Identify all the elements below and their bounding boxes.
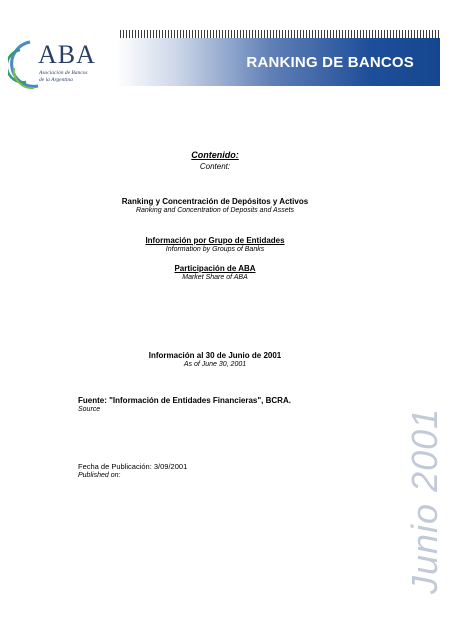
item-2-subtitle: Information by Groups of Banks bbox=[165, 246, 265, 253]
item-1-subtitle: Ranking and Concentration of Deposits and Assets bbox=[135, 207, 295, 214]
item-2-title: Información por Grupo de Entidades bbox=[145, 236, 285, 245]
header-stripe bbox=[120, 30, 440, 38]
page-title: RANKING DE BANCOS bbox=[246, 54, 414, 71]
item-3-subtitle: Market Share of ABA bbox=[182, 274, 248, 281]
publication-date: Fecha de Publicación: 3/09/2001 bbox=[78, 462, 188, 471]
logo-subtitle: Asociación de Bancos de la Argentina bbox=[39, 70, 88, 83]
publication-date-en: Published on: bbox=[78, 472, 121, 479]
contents-heading: Contenido: bbox=[191, 150, 239, 160]
watermark-date: Junio 2001 bbox=[404, 407, 445, 594]
info-date: Información al 30 de Junio de 2001 bbox=[148, 351, 282, 360]
source-label-en: Source bbox=[78, 406, 101, 413]
item-1-title: Ranking y Concentración de Depósitos y Activos bbox=[121, 197, 309, 206]
contents-heading-en: Content: bbox=[199, 162, 231, 171]
item-3-title: Participación de ABA bbox=[174, 264, 256, 273]
logo-text: ABA bbox=[38, 40, 96, 69]
info-date-en: As of June 30, 2001 bbox=[183, 361, 247, 368]
source-label: Fuente: "Información de Entidades Financieras", BCRA. bbox=[78, 396, 291, 405]
